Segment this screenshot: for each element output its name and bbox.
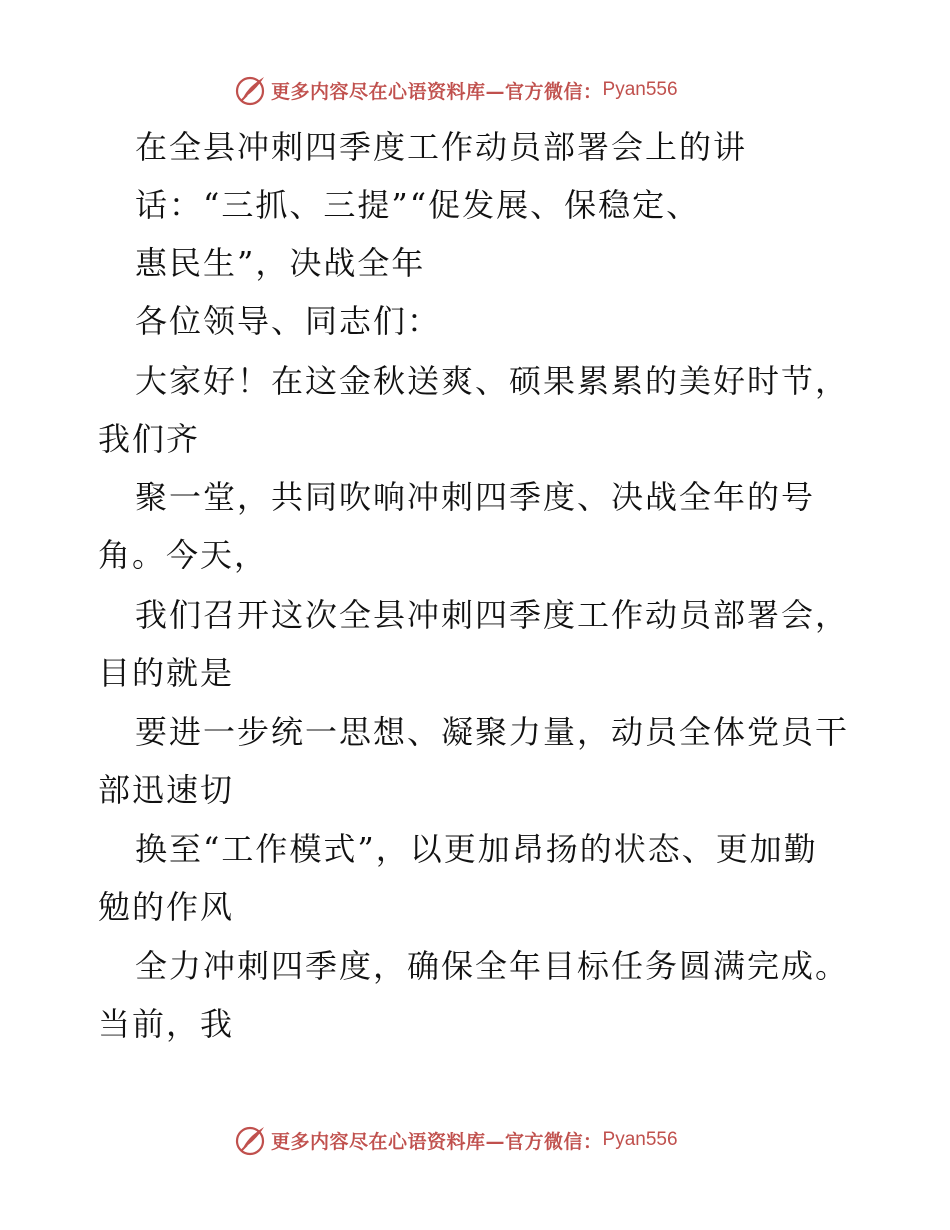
quill-pen-logo-icon: [235, 1124, 267, 1156]
body-line: 我们齐: [98, 420, 201, 458]
body-line: 当前，我: [98, 1005, 235, 1043]
footer-watermark: [235, 1123, 678, 1157]
body-line: 要进一步统一思想、凝聚力量，动员全体党员干: [135, 713, 850, 751]
watermark-wechat-id: Pyan556: [602, 79, 678, 100]
body-line: 目的就是: [98, 654, 235, 692]
body-line: 我们召开这次全县冲刺四季度工作动员部署会，: [135, 596, 850, 634]
title-line: 在全县冲刺四季度工作动员部署会上的讲: [135, 128, 748, 166]
body-line: 大家好！在这金秋送爽、硕果累累的美好时节，: [135, 362, 850, 400]
body-line: 聚一堂，共同吹响冲刺四季度、决战全年的号: [135, 478, 816, 516]
title-line: 话：“三抓、三提”“促发展、保稳定、: [135, 186, 701, 224]
watermark-text: 更多内容尽在心语资料库—官方微信：: [271, 80, 603, 103]
body-line: 部迅速切: [98, 771, 235, 809]
salutation: 各位领导、同志们：: [135, 302, 442, 340]
quill-pen-logo-icon: [235, 74, 267, 106]
title-line: 惠民生”，决战全年: [135, 244, 426, 282]
body-line: 勉的作风: [98, 888, 235, 926]
watermark-wechat-id: Pyan556: [602, 1129, 678, 1150]
header-watermark: [235, 73, 678, 107]
watermark-text: 更多内容尽在心语资料库—官方微信：: [271, 1130, 603, 1153]
body-line: 换至“工作模式”，以更加昂扬的状态、更加勤: [135, 830, 818, 868]
body-line: 全力冲刺四季度，确保全年目标任务圆满完成。: [135, 947, 850, 985]
body-line: 角。今天，: [98, 536, 269, 574]
